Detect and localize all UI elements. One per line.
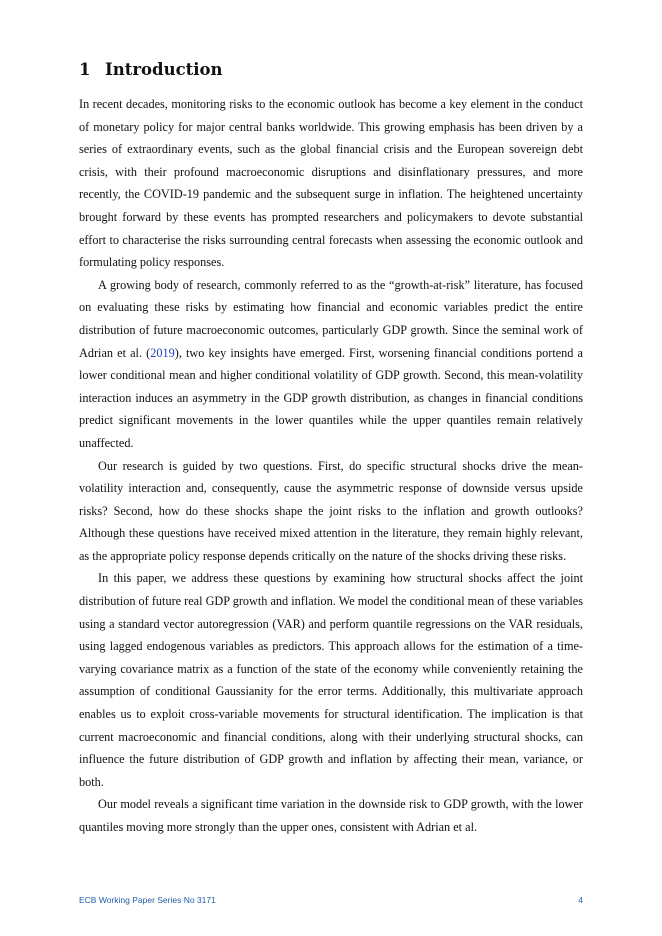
citation-link[interactable]: 2019 [150, 345, 175, 360]
paragraph-2-text-b: ), two key insights have emerged. First, worsening financial conditions portend a lower conditional mean and higher conditional volatility of GDP growth. Second, this mean-volatility interaction induces an asymmetry in the GDP growth distribution, as changes in financial conditions predict significant movements in the lower quantiles while the upper quantiles remain relatively unaffected. [79, 345, 583, 450]
paragraph-5: Our model reveals a significant time variation in the downside risk to GDP growth, with the lower quantiles moving more strongly than the upper ones, consistent with Adrian et al. [79, 797, 583, 834]
section-number: 1 [79, 60, 91, 79]
paragraph-4: In this paper, we address these questions by examining how structural shocks affect the joint distribution of future real GDP growth and inflation. We model the conditional mean of these variables using a standard vector autoregression (VAR) and perform quantile regressions on the VAR residuals, using lagged endogenous variables as predictors. This approach allows for the estimation of a time-varying covariance matrix as a function of the state of the economy while conveniently retaining the assumption of conditional Gaussianity for the error terms. Additionally, this multivariate approach enables us to exploit cross-variable movements for structural identification. The implication is that current macroeconomic and financial conditions, along with their underlying structural shocks, can influence the future distribution of GDP growth and inflation by affecting their mean, variance, or both. [79, 571, 583, 789]
page-number: 4 [578, 895, 583, 905]
section-heading [79, 60, 223, 79]
paragraph-3: Our research is guided by two questions. First, do specific structural shocks drive the mean-volatility interaction and, consequently, cause the asymmetric response of downside versus upside risks? Second, how do these shocks shape the joint risks to the inflation and growth outlooks? Although these questions have received mixed attention in the literature, they remain highly relevant, as the appropriate policy response depends critically on the nature of the shocks driving these risks. [79, 458, 583, 563]
body-text [79, 93, 583, 839]
paragraph-1: In recent decades, monitoring risks to the economic outlook has become a key element in the conduct of monetary policy for major central banks worldwide. This growing emphasis has been driven by a series of extraordinary events, such as the global financial crisis and the European sovereign debt crisis, with their profound macroeconomic disruptions and disinflationary pressures, and more recently, the COVID-19 pandemic and the subsequent surge in inflation. The heightened uncertainty brought forward by these events has prompted researchers and policymakers to devote substantial effort to characterise the risks surrounding central forecasts when assessing the economic outlook and formulating policy responses. [79, 97, 583, 270]
paragraph-2 [79, 274, 583, 455]
footer-series: ECB Working Paper Series No 3171 [79, 895, 216, 905]
section-title: Introduction [105, 60, 223, 79]
paragraph-2-text-a: A growing body of research, commonly referred to as the “growth-at-risk” literature, has focused on evaluating these risks by estimating how financial and economic variables predict the entire distribution of future macroeconomic outcomes, particularly GDP growth. Since the seminal work of Adrian et al. ( [79, 277, 583, 360]
